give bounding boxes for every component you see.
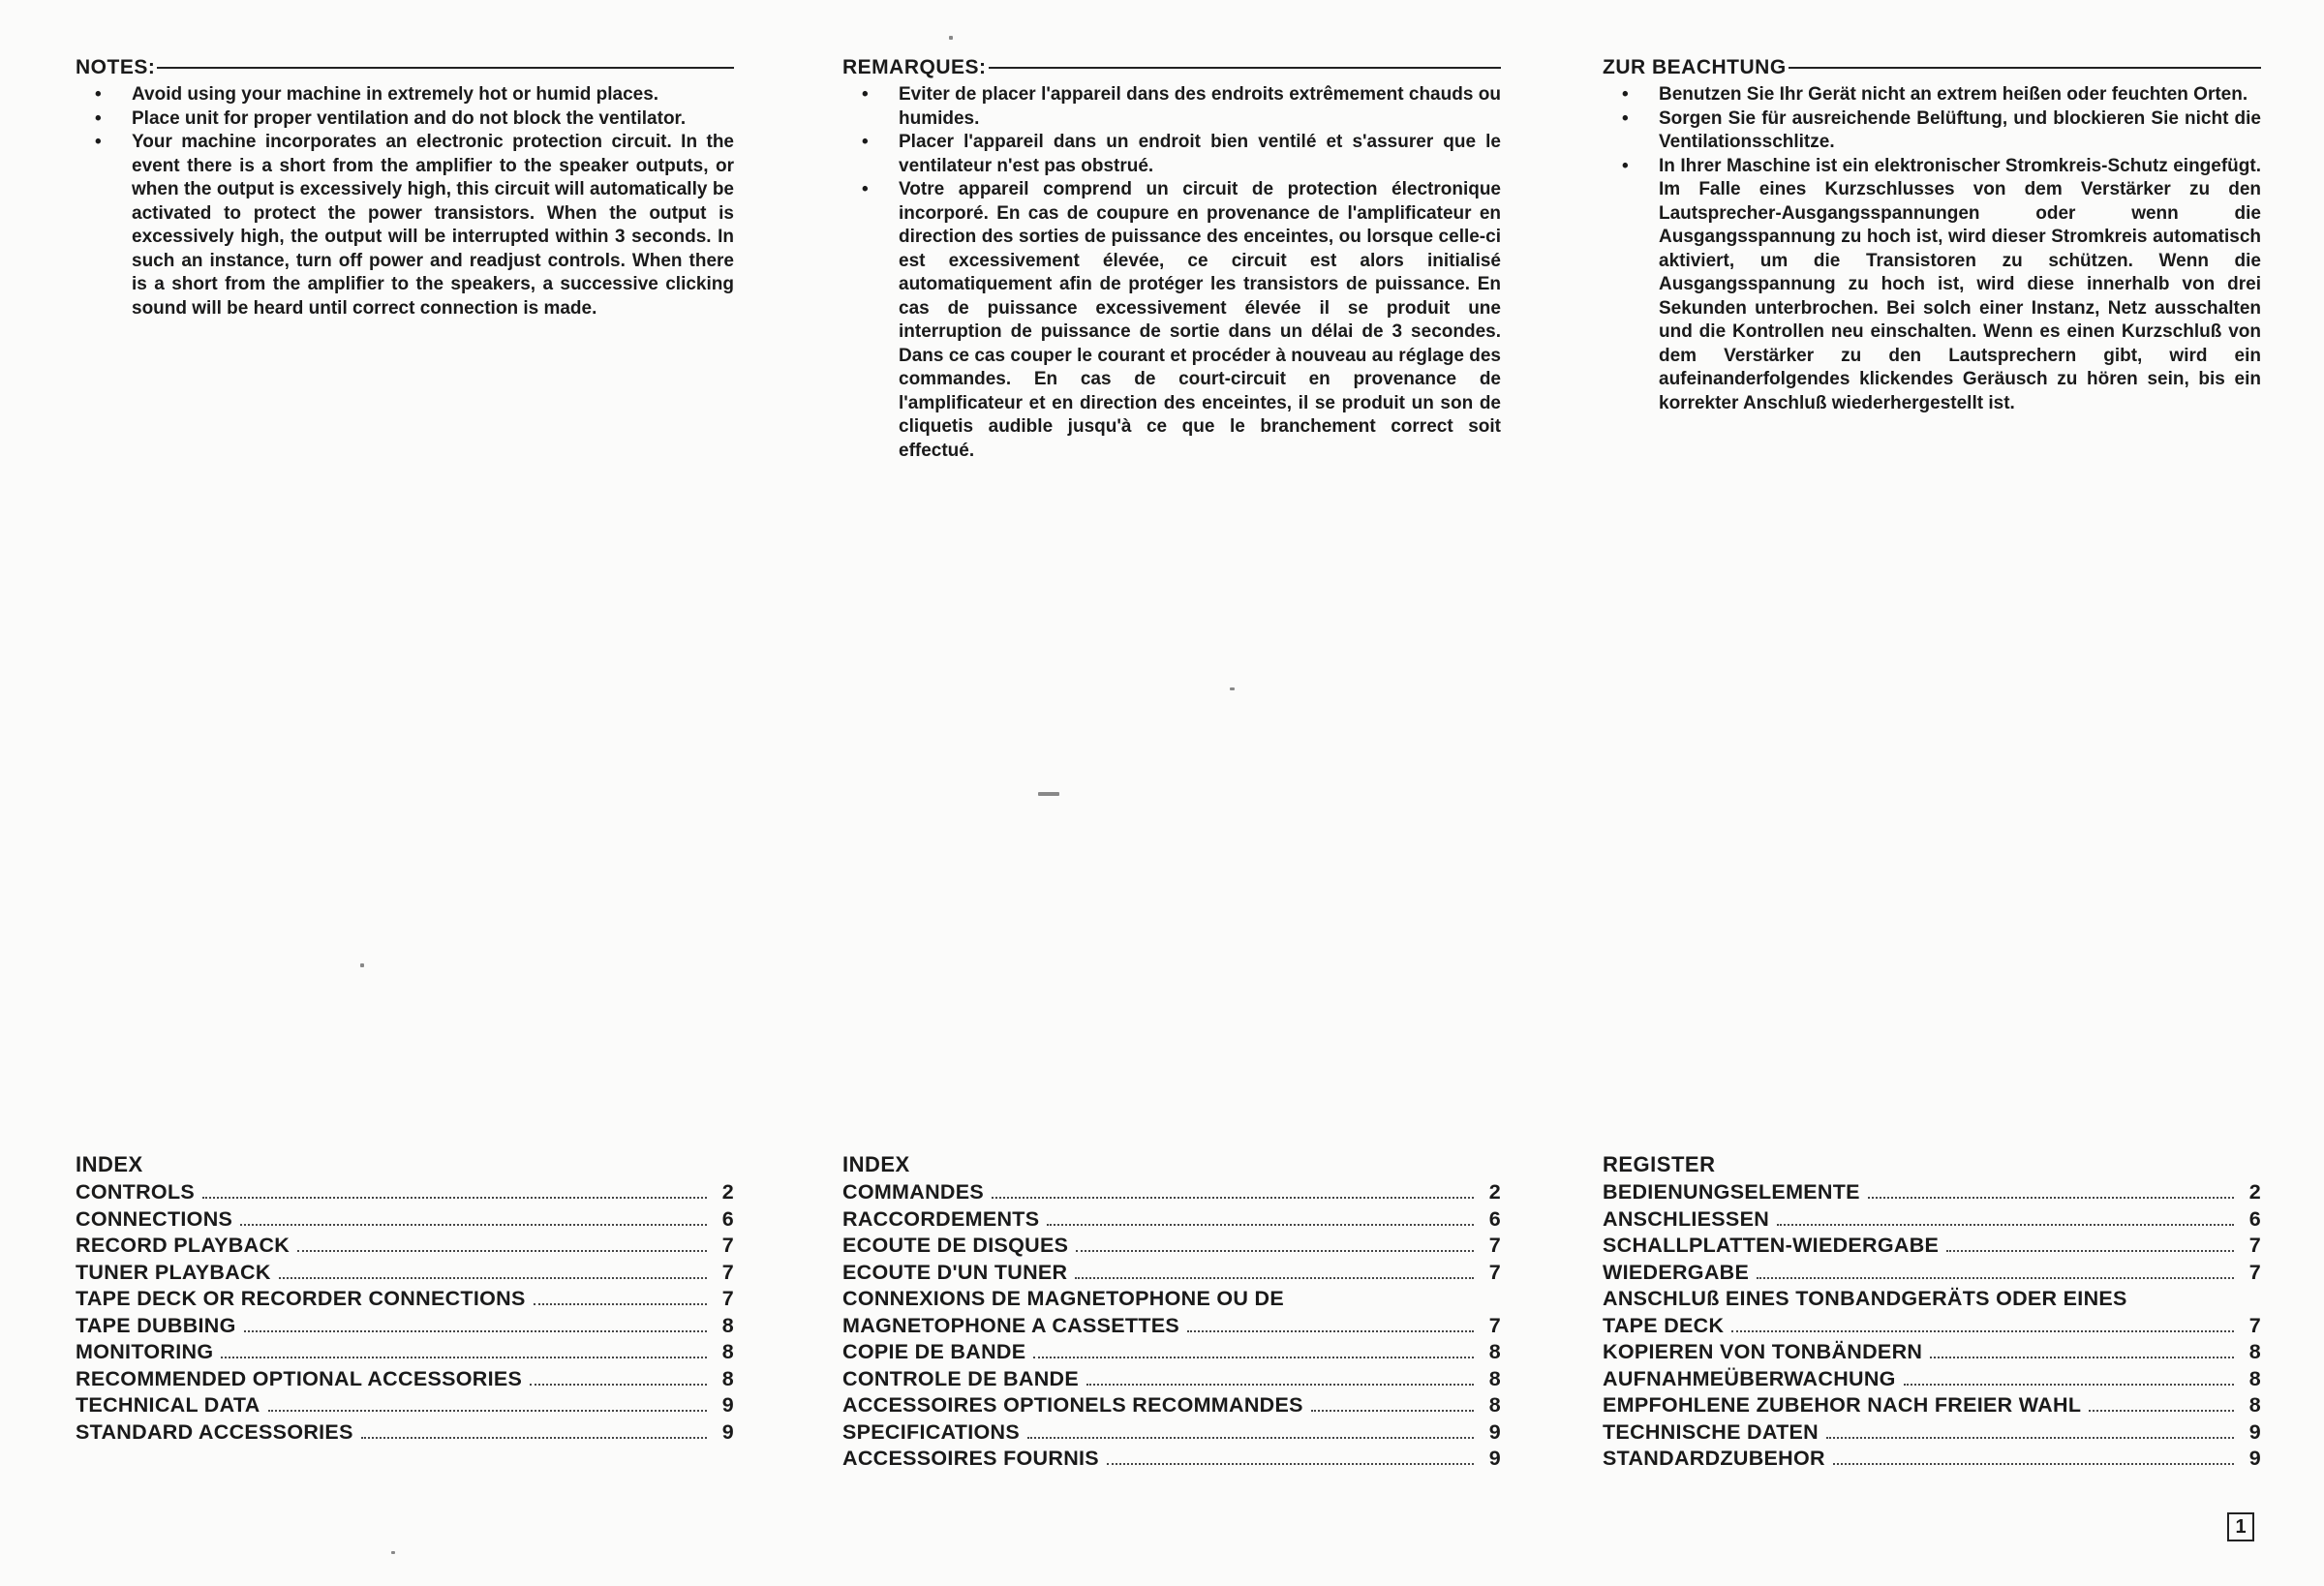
index-entry[interactable]: TAPE DUBBING 8 bbox=[76, 1313, 734, 1337]
index-entry[interactable]: TECHNICAL DATA 9 bbox=[76, 1393, 734, 1417]
notes-heading: REMARQUES: bbox=[842, 56, 1501, 79]
note-item: • Eviter de placer l'appareil dans des endroits extrêmement chauds ou humides. bbox=[842, 83, 1501, 131]
index-entry[interactable]: BEDIENUNGSELEMENTE 2 bbox=[1603, 1180, 2261, 1204]
leader-dots bbox=[1930, 1357, 2234, 1358]
leader-dots bbox=[244, 1330, 707, 1332]
leader-dots bbox=[1027, 1437, 1474, 1439]
index-entry[interactable]: ECOUTE D'UN TUNER 7 bbox=[842, 1260, 1501, 1284]
index-entry[interactable]: ECOUTE DE DISQUES 7 bbox=[842, 1234, 1501, 1257]
notes-list bbox=[76, 83, 734, 320]
index-entry[interactable]: STANDARDZUBEHOR 9 bbox=[1603, 1447, 2261, 1470]
index-entry[interactable]: CONNECTIONS 6 bbox=[76, 1206, 734, 1231]
note-item: • Avoid using your machine in extremely hot or humid places. bbox=[76, 83, 734, 107]
leader-dots bbox=[297, 1250, 707, 1252]
index-heading: REGISTER bbox=[1603, 1152, 1716, 1176]
heading-rule bbox=[1789, 67, 2261, 69]
leader-dots bbox=[1076, 1250, 1474, 1252]
leader-dots bbox=[361, 1437, 707, 1439]
index-section-french bbox=[842, 1152, 1501, 1473]
index-entry-first-line: CONNEXIONS DE MAGNETOPHONE OU DE bbox=[842, 1287, 1284, 1310]
notes-list bbox=[1603, 83, 2261, 415]
index-entry[interactable]: MAGNETOPHONE A CASSETTES 7 bbox=[842, 1313, 1501, 1337]
index-entry[interactable]: WIEDERGABE 7 bbox=[1603, 1260, 2261, 1284]
index-entry[interactable]: COPIE DE BANDE 8 bbox=[842, 1340, 1501, 1363]
index-entry[interactable]: RECORD PLAYBACK 7 bbox=[76, 1234, 734, 1257]
index-entry[interactable]: ACCESSOIRES FOURNIS 9 bbox=[842, 1447, 1501, 1470]
page-number: 1 bbox=[2227, 1512, 2254, 1541]
note-item: • Your machine incorporates an electronic protection circuit. In the event there is a short from the amplifier to the speaker outputs, or when the output is excessively high, this circuit will automatically be activated to protect the power transistors. When the output is excessively high, the output will be interrupted within 3 seconds. In such an instance, turn off power and readjust controls. When there is a short from the amplifier to the speakers, a successive clicking sound will be heard until correct connection is made. bbox=[76, 131, 734, 320]
index-entry[interactable]: TECHNISCHE DATEN 9 bbox=[1603, 1419, 2261, 1444]
leader-dots bbox=[1904, 1384, 2234, 1386]
note-item: • Placer l'appareil dans un endroit bien ventilé et s'assurer que le ventilateur n'est pas obstrué. bbox=[842, 131, 1501, 178]
heading-rule bbox=[157, 67, 734, 69]
leader-dots bbox=[1047, 1224, 1474, 1226]
heading-rule bbox=[989, 67, 1501, 69]
scan-speck bbox=[1038, 792, 1059, 796]
index-entry[interactable]: SPECIFICATIONS 9 bbox=[842, 1419, 1501, 1444]
index-entry[interactable]: TUNER PLAYBACK 7 bbox=[76, 1260, 734, 1284]
leader-dots bbox=[1311, 1410, 1474, 1412]
leader-dots bbox=[534, 1303, 707, 1305]
notes-heading: ZUR BEACHTUNG bbox=[1603, 56, 2261, 79]
index-entry[interactable]: KOPIEREN VON TONBÄNDERN 8 bbox=[1603, 1340, 2261, 1363]
index-entry[interactable]: COMMANDES 2 bbox=[842, 1180, 1501, 1204]
leader-dots bbox=[221, 1357, 707, 1358]
index-entry[interactable]: RECOMMENDED OPTIONAL ACCESSORIES 8 bbox=[76, 1366, 734, 1390]
index-heading: INDEX bbox=[76, 1152, 143, 1176]
index-entry[interactable]: CONTROLS 2 bbox=[76, 1180, 734, 1204]
scan-speck bbox=[391, 1551, 395, 1554]
index-entry[interactable]: MONITORING 8 bbox=[76, 1340, 734, 1363]
index-entry[interactable]: EMPFOHLENE ZUBEHOR NACH FREIER WAHL 8 bbox=[1603, 1393, 2261, 1417]
index-entry[interactable]: STANDARD ACCESSORIES 9 bbox=[76, 1419, 734, 1444]
leader-dots bbox=[2089, 1410, 2234, 1412]
leader-dots bbox=[240, 1224, 707, 1226]
leader-dots bbox=[1868, 1197, 2234, 1199]
leader-dots bbox=[992, 1197, 1474, 1199]
index-entry[interactable]: AUFNAHMEÜBERWACHUNG 8 bbox=[1603, 1366, 2261, 1390]
leader-dots bbox=[1033, 1357, 1474, 1358]
index-entry[interactable]: RACCORDEMENTS 6 bbox=[842, 1206, 1501, 1231]
notes-section-french bbox=[842, 56, 1501, 463]
scan-speck bbox=[360, 963, 364, 967]
index-entry[interactable]: ACCESSOIRES OPTIONELS RECOMMANDES 8 bbox=[842, 1393, 1501, 1417]
scan-speck bbox=[949, 36, 953, 40]
leader-dots bbox=[1826, 1437, 2234, 1439]
notes-heading: NOTES: bbox=[76, 56, 734, 79]
note-item: • Place unit for proper ventilation and do not block the ventilator. bbox=[76, 107, 734, 132]
index-entry[interactable]: ANSCHLIESSEN 6 bbox=[1603, 1206, 2261, 1231]
note-item: • In Ihrer Maschine ist ein elektronischer Stromkreis-Schutz eingefügt. Im Falle eines Kurzschlusses von dem Verstärker zu den Lautsprecher-Ausgangsspannungen oder wenn die Ausgangsspannung zu hoch ist, wird dieser Stromkreis automatisch aktiviert, um die Transistoren zu schützen. Wenn die Ausgangsspannung zu hoch ist, wird diese innerhalb von drei Sekunden unterbrochen. Bei solch einer Instanz, Netz ausschalten und die Kontrollen neu einschalten. Wenn es einen Kurzschluß von dem Verstärker zu den Lautsprechern gibt, wird ein aufeinanderfolgendes klickendes Geräusch zu hören sein, bis ein korrekter Anschluß wiederhergestellt ist. bbox=[1603, 155, 2261, 416]
leader-dots bbox=[1757, 1277, 2234, 1279]
leader-dots bbox=[279, 1277, 707, 1279]
index-entry-first-line: ANSCHLUß EINES TONBANDGERÄTS ODER EINES bbox=[1603, 1287, 2127, 1310]
index-entry[interactable]: TAPE DECK 7 bbox=[1603, 1313, 2261, 1337]
scan-speck bbox=[1230, 687, 1235, 690]
leader-dots bbox=[1107, 1463, 1474, 1465]
leader-dots bbox=[1075, 1277, 1474, 1279]
note-item: • Votre appareil comprend un circuit de protection électronique incorporé. En cas de coupure en provenance de l'amplificateur en direction des sorties de puissance des enceintes, ou lorsque celle-ci est excessivement élevée, ce circuit est alors initialisé automatiquement afin de protéger les transistors de puissance. En cas de puissance excessivement élevée il se produit une interruption de puissance de sortie dans un délai de 3 secondes. Dans ce cas couper le courant et procéder à nouveau au réglage des commandes. En cas de court-circuit en provenance de l'amplificateur et en direction des enceintes, il se produit un son de cliquetis audible jusqu'à ce que le branchement correct soit effectué. bbox=[842, 178, 1501, 463]
leader-dots bbox=[1187, 1330, 1474, 1332]
leader-dots bbox=[1086, 1384, 1474, 1386]
index-section-english bbox=[76, 1152, 734, 1446]
notes-section-german bbox=[1603, 56, 2261, 415]
notes-section-english bbox=[76, 56, 734, 320]
index-entry[interactable]: CONTROLE DE BANDE 8 bbox=[842, 1366, 1501, 1390]
note-item: • Sorgen Sie für ausreichende Belüftung, und blockieren Sie nicht die Ventilationsschlitze. bbox=[1603, 107, 2261, 155]
notes-list bbox=[842, 83, 1501, 463]
leader-dots bbox=[1946, 1250, 2234, 1252]
leader-dots bbox=[202, 1197, 707, 1199]
index-heading: INDEX bbox=[842, 1152, 910, 1176]
index-section-german bbox=[1603, 1152, 2261, 1473]
leader-dots bbox=[1777, 1224, 2234, 1226]
index-entry[interactable]: TAPE DECK OR RECORDER CONNECTIONS 7 bbox=[76, 1287, 734, 1310]
leader-dots bbox=[268, 1410, 707, 1412]
leader-dots bbox=[1731, 1330, 2234, 1332]
index-entry[interactable]: SCHALLPLATTEN-WIEDERGABE 7 bbox=[1603, 1234, 2261, 1257]
leader-dots bbox=[530, 1384, 707, 1386]
note-item: • Benutzen Sie Ihr Gerät nicht an extrem heißen oder feuchten Orten. bbox=[1603, 83, 2261, 107]
leader-dots bbox=[1833, 1463, 2234, 1465]
